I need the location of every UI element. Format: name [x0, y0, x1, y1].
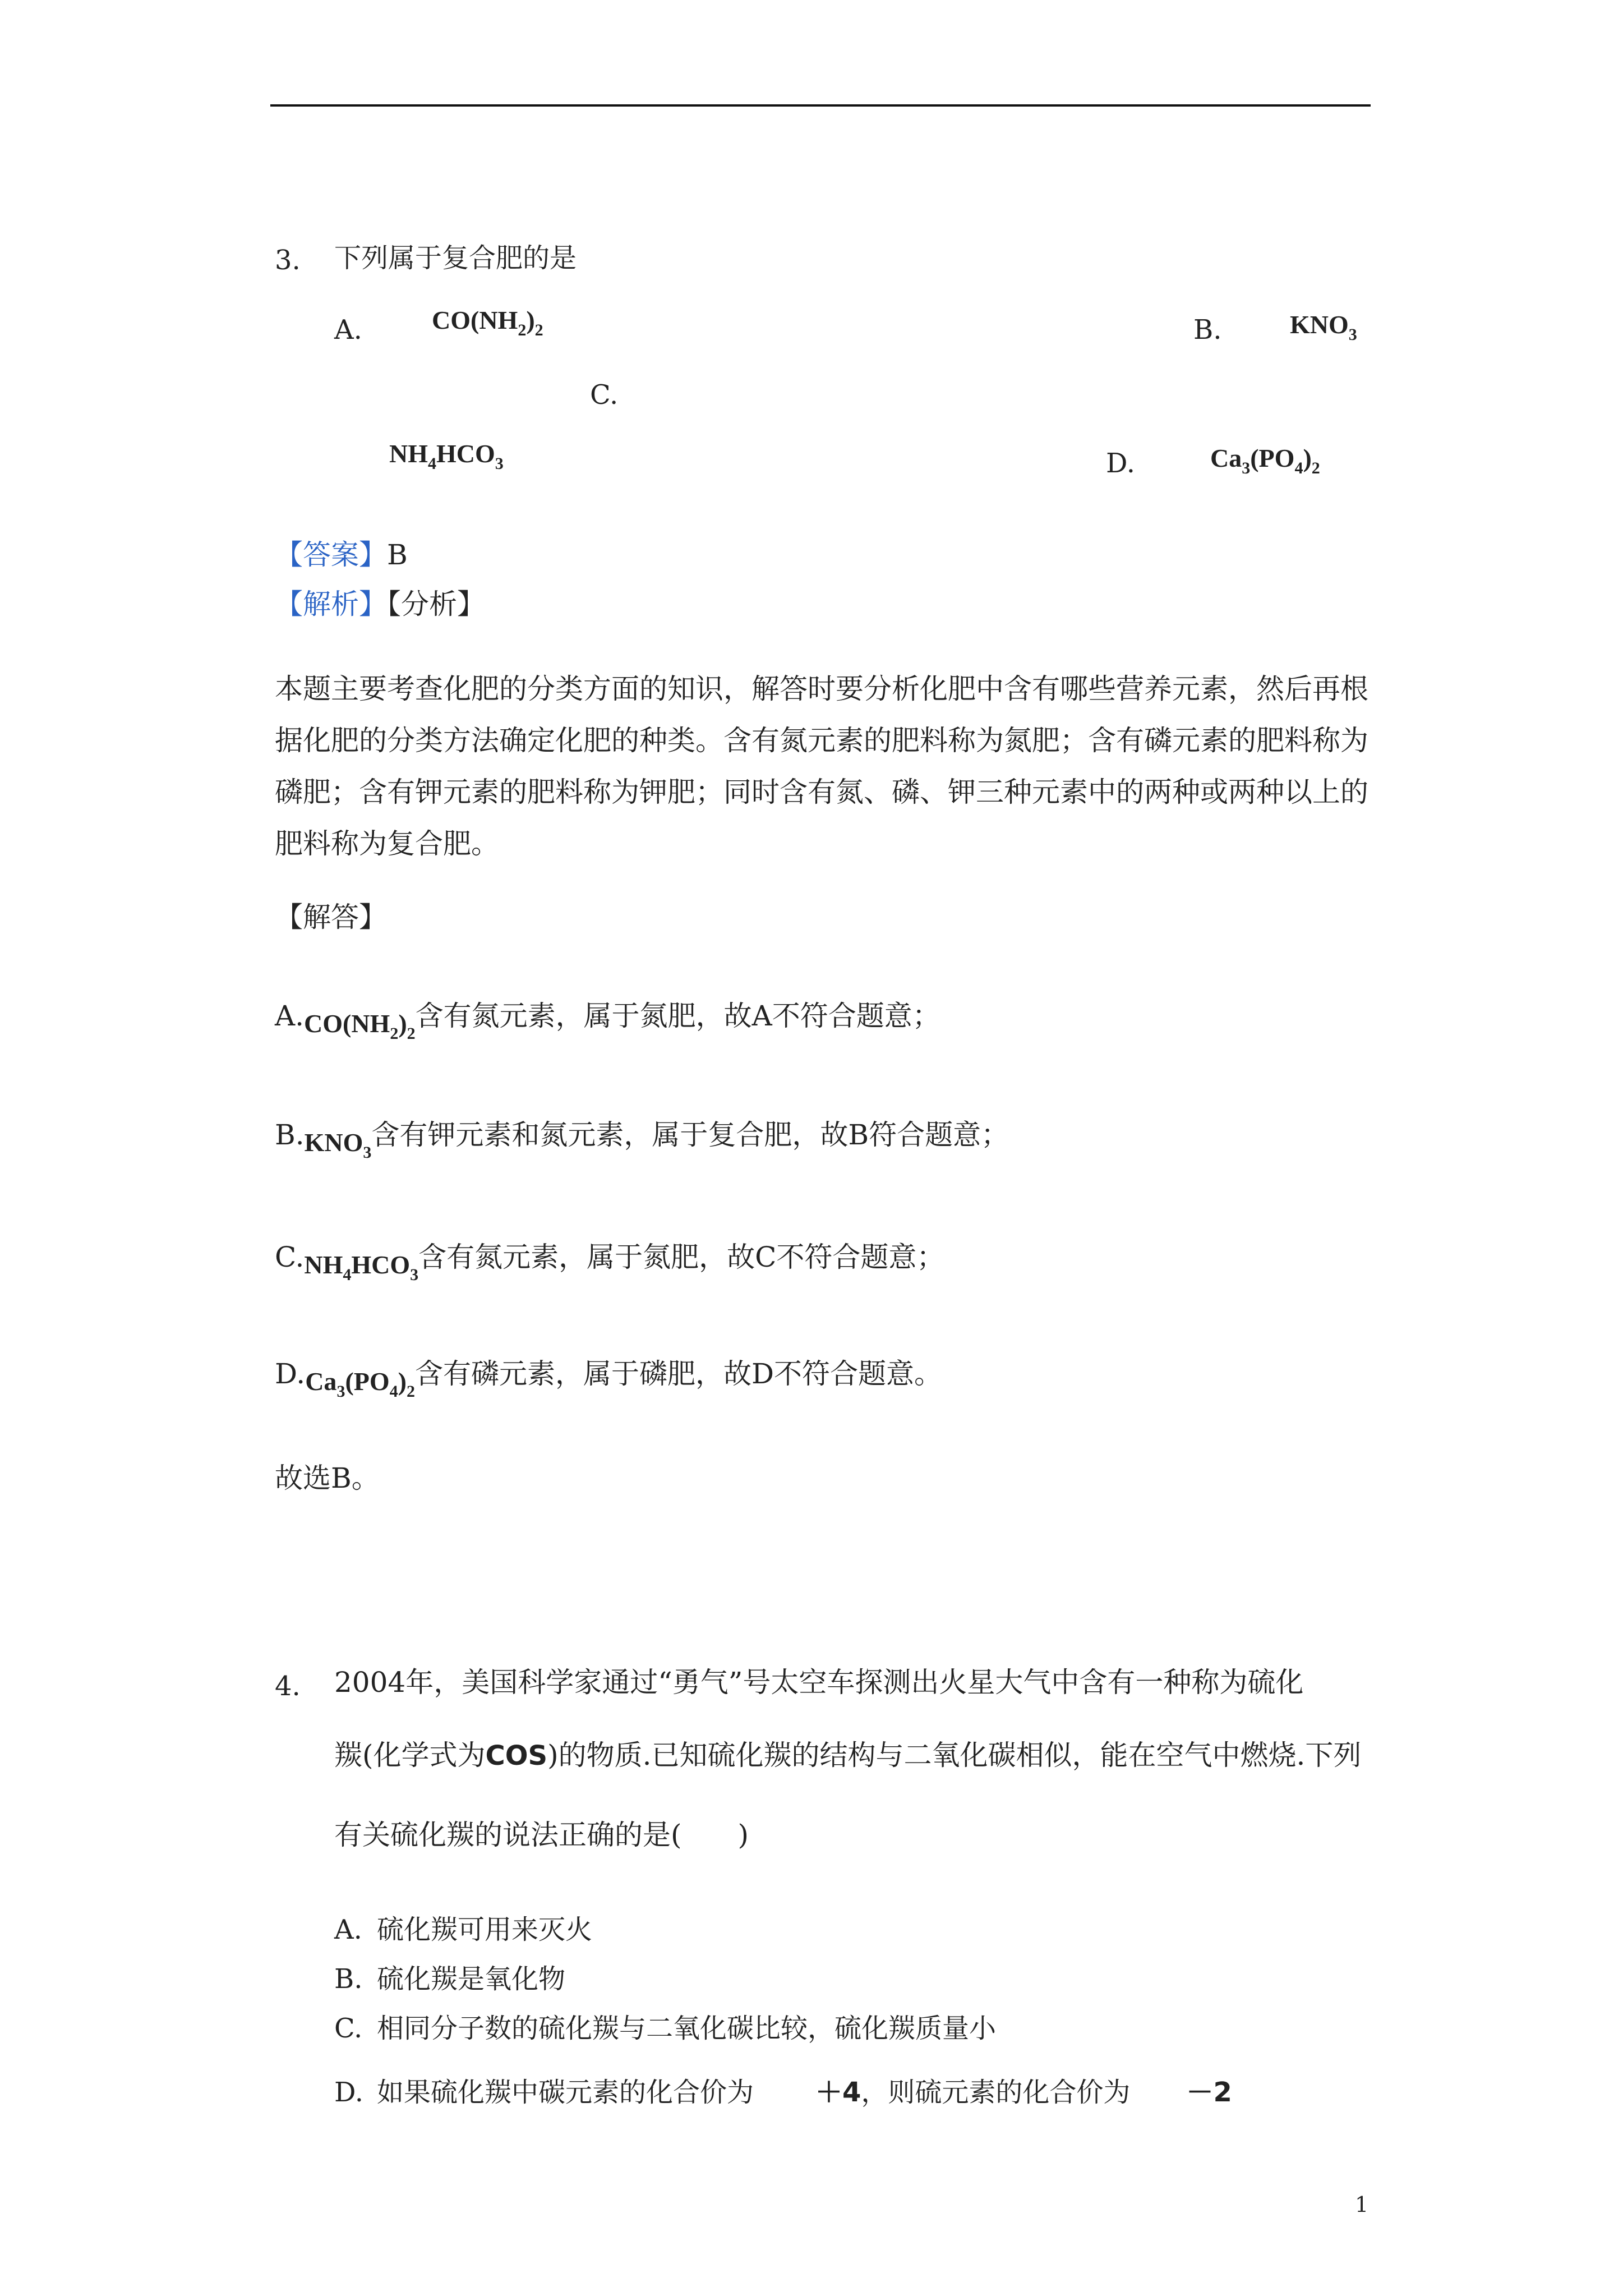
analysis-tag: 【解析】 — [275, 588, 387, 620]
q4-option-b-text: 硫化羰是氧化物 — [377, 1963, 566, 1995]
header-rule — [270, 104, 1371, 107]
solution-c-text: 含有氮元素，属于氮肥，故C不符合题意； — [418, 1241, 945, 1273]
q3-option-c-label: C. — [590, 379, 619, 411]
q4-option-d-value-a: ＋4 — [815, 2077, 861, 2108]
solution-a-text: 含有氮元素，属于氮肥，故A不符合题意； — [415, 1000, 940, 1032]
solution-b-text: 含有钾元素和氮元素，属于复合肥，故B符合题意； — [371, 1119, 1009, 1151]
solution-a-label: A. — [275, 1000, 305, 1032]
solution-d-text: 含有磷元素，属于磷肥，故D不符合题意。 — [414, 1358, 943, 1390]
q4-option-c — [334, 2015, 996, 2042]
q4-stem-line2-b: )的物质.已知硫化羰的结构与二氧化碳相似，能在空气中燃烧.下列 — [547, 1739, 1362, 1772]
solution-line-d — [275, 1358, 943, 1401]
analysis-sub-tag: 【分析】 — [387, 588, 485, 620]
q4-number: 4. — [275, 1671, 301, 1702]
solution-c-label: C. — [275, 1241, 305, 1273]
q3-option-c-formula: $NH_4HCO_3$ — [389, 439, 504, 473]
q4-option-b-label: B. — [334, 1963, 363, 1995]
answer-tag: 【答案】 — [275, 539, 387, 571]
q4-option-d-text-a: 如果硫化羰中碳元素的化合价为 — [377, 2077, 754, 2108]
q3-answer — [275, 541, 408, 569]
solution-c-formula: $NH_4HCO_3$ — [304, 1250, 419, 1284]
q4-option-a-text: 硫化羰可用来灭火 — [377, 1914, 593, 1945]
q3-option-d-formula: $Ca_3(PO_4)_2$ — [1210, 444, 1320, 477]
q4-option-d-label: D. — [334, 2077, 364, 2108]
solution-a-formula: $CO(NH_2)_2$ — [304, 1009, 416, 1043]
answer-value: B — [387, 539, 408, 571]
solution-b-formula: $KNO_3$ — [304, 1128, 372, 1162]
q4-stem-line2-a: 羰(化学式为 — [334, 1739, 486, 1772]
page-number: 1 — [1355, 2192, 1369, 2217]
conclusion: 故选B。 — [275, 1462, 380, 1494]
q4-option-a-label: A. — [334, 1914, 362, 1945]
q3-option-b-formula: $KNO_3$ — [1290, 310, 1357, 344]
q4-option-a — [334, 1916, 592, 1943]
q4-option-c-text: 相同分子数的硫化羰与二氧化碳比较，硫化羰质量小 — [377, 2013, 997, 2044]
q3-option-d-label: D. — [1106, 448, 1136, 479]
solution-line-c — [275, 1241, 945, 1284]
q3-number: 3. — [275, 245, 301, 276]
solution-b-label: B. — [275, 1119, 305, 1151]
q4-stem-line3: 有关硫化羰的说法正确的是( ) — [334, 1819, 749, 1851]
q3-option-a-label: A. — [334, 314, 362, 346]
q4-formula-cos: COS — [485, 1740, 548, 1772]
solution-d-formula: $Ca_3(PO_4)_2$ — [305, 1367, 415, 1401]
q4-option-d-text-b: ，则硫元素的化合价为 — [861, 2077, 1131, 2108]
q3-option-a-formula: $CO(NH_2)_2$ — [432, 306, 543, 339]
solution-line-b — [275, 1119, 1009, 1162]
q4-option-c-label: C. — [334, 2013, 363, 2044]
q3-option-b-label: B. — [1193, 314, 1222, 346]
analysis-paragraph: 本题主要考查化肥的分类方面的知识，解答时要分析化肥中含有哪些营养元素，然后再根据化肥的分类方法确定化肥的种类。含有氮元素的肥料称为氮肥；含有磷元素的肥料称为磷肥；含有钾元素的肥料称为钾肥；同时含有氮、磷、钾三种元素中的两种或两种以上的肥料称为复合肥。 — [275, 673, 1368, 860]
q3-stem: 下列属于复合肥的是 — [334, 242, 577, 274]
q3-analysis-header — [275, 590, 485, 618]
q4-stem-line1: 2004年，美国科学家通过“勇气”号太空车探测出火星大气中含有一种称为硫化 — [334, 1666, 1304, 1699]
q4-stem-line2 — [334, 1739, 1362, 1772]
q4-option-b — [334, 1963, 566, 1995]
q4-option-d — [334, 2079, 1232, 2106]
q4-option-d-value-b: －2 — [1186, 2077, 1232, 2108]
solution-line-a — [275, 1000, 940, 1043]
solution-d-label: D. — [275, 1358, 306, 1390]
solution-tag: 【解答】 — [275, 901, 387, 933]
